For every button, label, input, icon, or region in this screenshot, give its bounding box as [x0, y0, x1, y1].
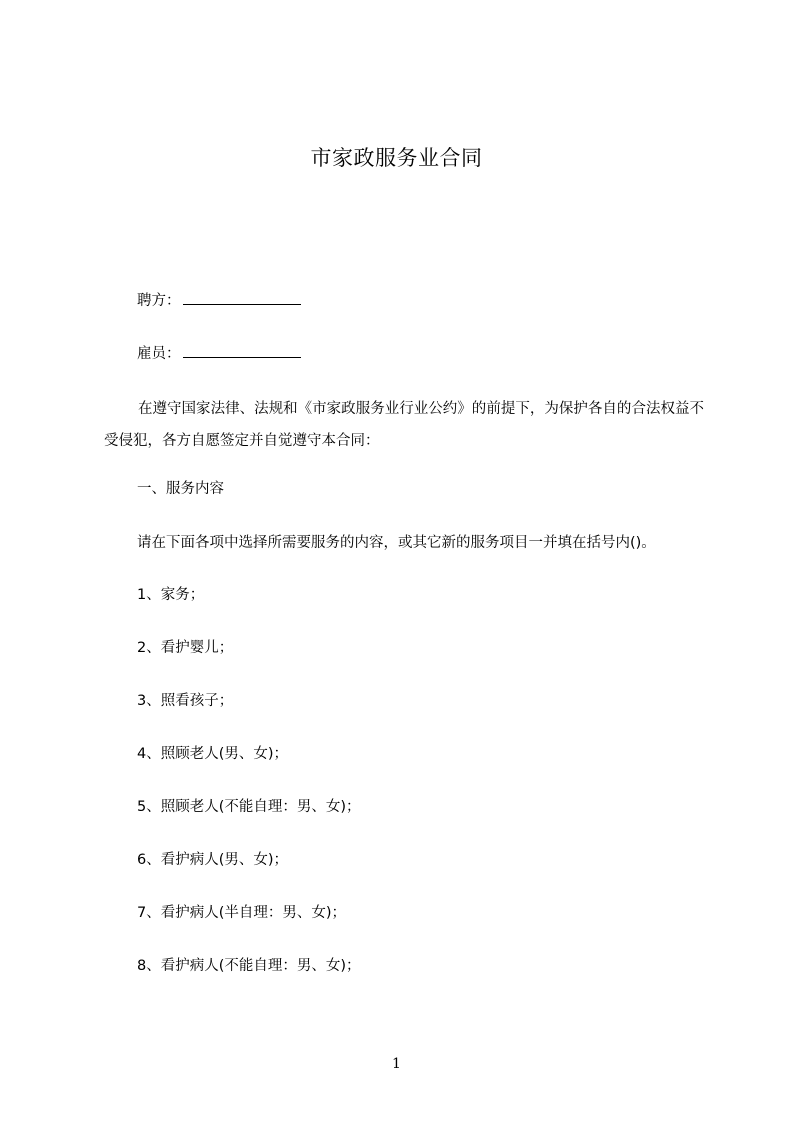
document-title: 市家政服务业合同 [310, 146, 483, 170]
service-item: 6、看护病人(男、女)； [137, 852, 289, 868]
service-item: 5、照顾老人(不能自理：男、女)； [137, 799, 361, 815]
employer-blank-line[interactable] [183, 290, 301, 305]
employee-field [137, 343, 301, 364]
employee-label: 雇员： [137, 346, 181, 362]
preamble-paragraph: 在遵守国家法律、法规和《市家政服务业行业公约》的前提下，为保护各自的合法权益不受侵犯，各方自愿签定并自觉遵守本合同： [104, 401, 704, 449]
service-item: 7、看护病人(半自理：男、女)； [137, 905, 347, 921]
service-item: 1、家务； [137, 587, 205, 603]
page-number: 1 [392, 1056, 401, 1072]
employer-field [137, 290, 301, 311]
service-item: 4、照顾老人(男、女)； [137, 746, 289, 762]
service-item: 2、看护婴儿； [137, 640, 234, 656]
employee-blank-line[interactable] [183, 343, 301, 358]
service-item: 8、看护病人(不能自理：男、女)； [137, 958, 361, 974]
section-intro: 请在下面各项中选择所需要服务的内容，或其它新的服务项目一并填在括号内()。 [137, 535, 656, 551]
employer-label: 聘方： [137, 293, 181, 309]
section-heading-service-content: 一、服务内容 [137, 481, 224, 497]
service-item: 3、照看孩子； [137, 693, 234, 709]
